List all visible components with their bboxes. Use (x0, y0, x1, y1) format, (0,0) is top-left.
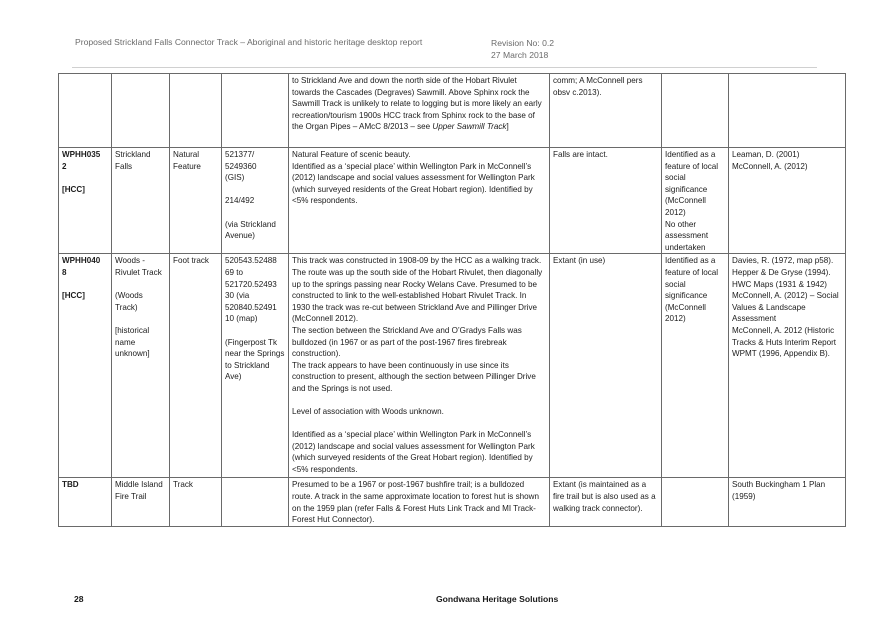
cell-grid (222, 74, 289, 148)
cell-condition: Falls are intact. (550, 148, 662, 254)
table-row (59, 478, 846, 526)
site-id-line2: 8 (62, 267, 67, 277)
cell-id (59, 74, 112, 148)
site-id-tag: [HCC] (62, 291, 85, 301)
cell-type (170, 74, 222, 148)
site-id-line1: WPHH035 (62, 150, 101, 159)
description-italic-ref: Upper Sawmill Track (432, 122, 507, 132)
cell-name: Strickland Falls (112, 148, 170, 254)
reference-line: McConnell, A. (2012) (732, 161, 808, 171)
grid-ref-line: 520543.52488 69 to 521720.52493 30 (via 520840.52491 10 (map) (225, 256, 277, 324)
grid-ref-line: 521377/ (225, 150, 255, 159)
cell-type: Natural Feature (170, 148, 222, 254)
site-name-line: (Woods Track) (115, 291, 143, 312)
site-name-line: Woods - Rivulet Track (115, 256, 162, 277)
footer-company: Gondwana Heritage Solutions (436, 594, 559, 604)
heritage-register-table (58, 73, 846, 527)
cell-condition: comm; A McConnell pers obsv c.2013). (550, 74, 662, 148)
grid-ref-line: (Fingerpost Tk near the Springs to Strickland Ave) (225, 337, 285, 382)
cell-description: Presumed to be a 1967 or post-1967 bushfire trail; is a bulldozed route. A track in the same approximate location to forest hut is shown on the 1959 plan (refer Falls & Forest Huts Link Track and MI Track-Forest Hut Connector). (289, 478, 550, 526)
page-number: 28 (74, 594, 84, 604)
cell-type: Foot track (170, 254, 222, 478)
description-paragraph: Natural Feature of scenic beauty. (292, 150, 411, 159)
cell-id (59, 254, 112, 478)
cell-significance (662, 148, 729, 254)
table-row (59, 254, 846, 478)
cell-grid (222, 254, 289, 478)
reference-line: HWC Maps (1931 & 1942) (732, 279, 827, 289)
reference-line: Leaman, D. (2001) (732, 150, 800, 159)
grid-ref-line: (via Strickland Avenue) (225, 219, 276, 241)
cell-grid (222, 148, 289, 254)
cell-type: Track (170, 478, 222, 526)
cell-references: South Buckingham 1 Plan (1959) (729, 478, 846, 526)
significance-line: Identified as a feature of local social significance (McConnell 2012) (665, 150, 719, 217)
grid-ref-line: 5249360 (225, 161, 257, 171)
site-id-line1: WPHH040 (62, 256, 101, 266)
reference-line: WPMT (1996, Appendix B). (732, 349, 830, 359)
cell-significance (662, 74, 729, 148)
cell-significance: Identified as a feature of local social significance (McConnell 2012) (662, 254, 729, 478)
header-revision-block (491, 37, 554, 61)
cell-name (112, 74, 170, 148)
cell-id (59, 148, 112, 254)
site-name-line: [historical name unknown] (115, 325, 150, 359)
cell-name: Middle Island Fire Trail (112, 478, 170, 526)
site-id-line2: 2 (62, 161, 67, 171)
table-row (59, 74, 846, 148)
description-paragraph: The track appears to have been continuously in use since its construction to present, although the section between Pillinger Drive and the Springs is not used. (292, 360, 536, 393)
description-text: to Strickland Ave and down the north side of the Hobart Rivulet towards the Cascades (Degraves) Sawmill. Above Sphinx rock the Sawmill Track is unlikely to relate to logging but is more likely an early recreation/tourism 1900s HCC track from Sphinx rock to the base of the Organ Pipes – AMcC 8/2013 – see (292, 76, 542, 132)
header-title: Proposed Strickland Falls Connector Track – Aboriginal and historic heritage desktop report (75, 37, 423, 47)
cell-references (729, 148, 846, 254)
site-id-line1: TBD (62, 480, 79, 490)
grid-ref-line: (GIS) (225, 173, 245, 183)
description-paragraph: Identified as a ‘special place’ within Wellington Park in McConnell’s (2012) landscape and social values assessment for Wellington Park (which surveyed residents of the Great Hobart region). Identified by <5% respondents. (292, 430, 535, 475)
description-paragraph: The section between the Strickland Ave and O’Gradys Falls was bulldozed (in 1967 or as part of the post-1967 fires firebreak construction). (292, 325, 522, 359)
significance-line: No other assessment undertaken (665, 219, 709, 252)
reference-line: Hepper & De Gryse (1994). (732, 267, 831, 277)
cell-significance (662, 478, 729, 526)
grid-ref-line: 214/492 (225, 196, 255, 206)
cell-description (289, 148, 550, 254)
cell-references (729, 254, 846, 478)
description-paragraph: Identified as a ‘special place’ within Wellington Park in McConnell’s (2012) landscape and social values assessment for Wellington Park (which surveyed residents of the Great Hobart region). Identified by <5% respondents. (292, 161, 535, 206)
cell-name (112, 254, 170, 478)
reference-line: McConnell, A. (2012) – Social Values & Landscape Assessment (732, 291, 839, 324)
cell-id (59, 478, 112, 526)
reference-line: McConnell, A. 2012 (Historic Tracks & Huts Interim Report (732, 325, 837, 347)
cell-references (729, 74, 846, 148)
cell-grid (222, 478, 289, 526)
cell-description (289, 254, 550, 478)
table-row (59, 148, 846, 254)
description-paragraph: This track was constructed in 1908-09 by the HCC as a walking track. The route was up the south side of the Hobart Rivulet, then diagonally up to the springs passing near Rocky Welans Cave. Presumed to be constructed to link to the well-established Hobart Rivulet Track. In 1930 the track was re-cut between Strickland Ave and Pillinger Drive (McConnell 2012). (292, 256, 543, 324)
cell-condition: Extant (in use) (550, 254, 662, 478)
cell-condition: Extant (is maintained as a fire trail but is also used as a walking track connector). (550, 478, 662, 526)
cell-description (289, 74, 550, 148)
description-text-end: ] (506, 122, 509, 132)
description-paragraph: Level of association with Woods unknown. (292, 407, 444, 417)
header-divider (72, 67, 817, 68)
reference-line: Davies, R. (1972, map p58). (732, 256, 834, 266)
site-id-tag: [HCC] (62, 184, 85, 194)
header-date: 27 March 2018 (491, 50, 549, 60)
header-revision: Revision No: 0.2 (491, 38, 555, 48)
